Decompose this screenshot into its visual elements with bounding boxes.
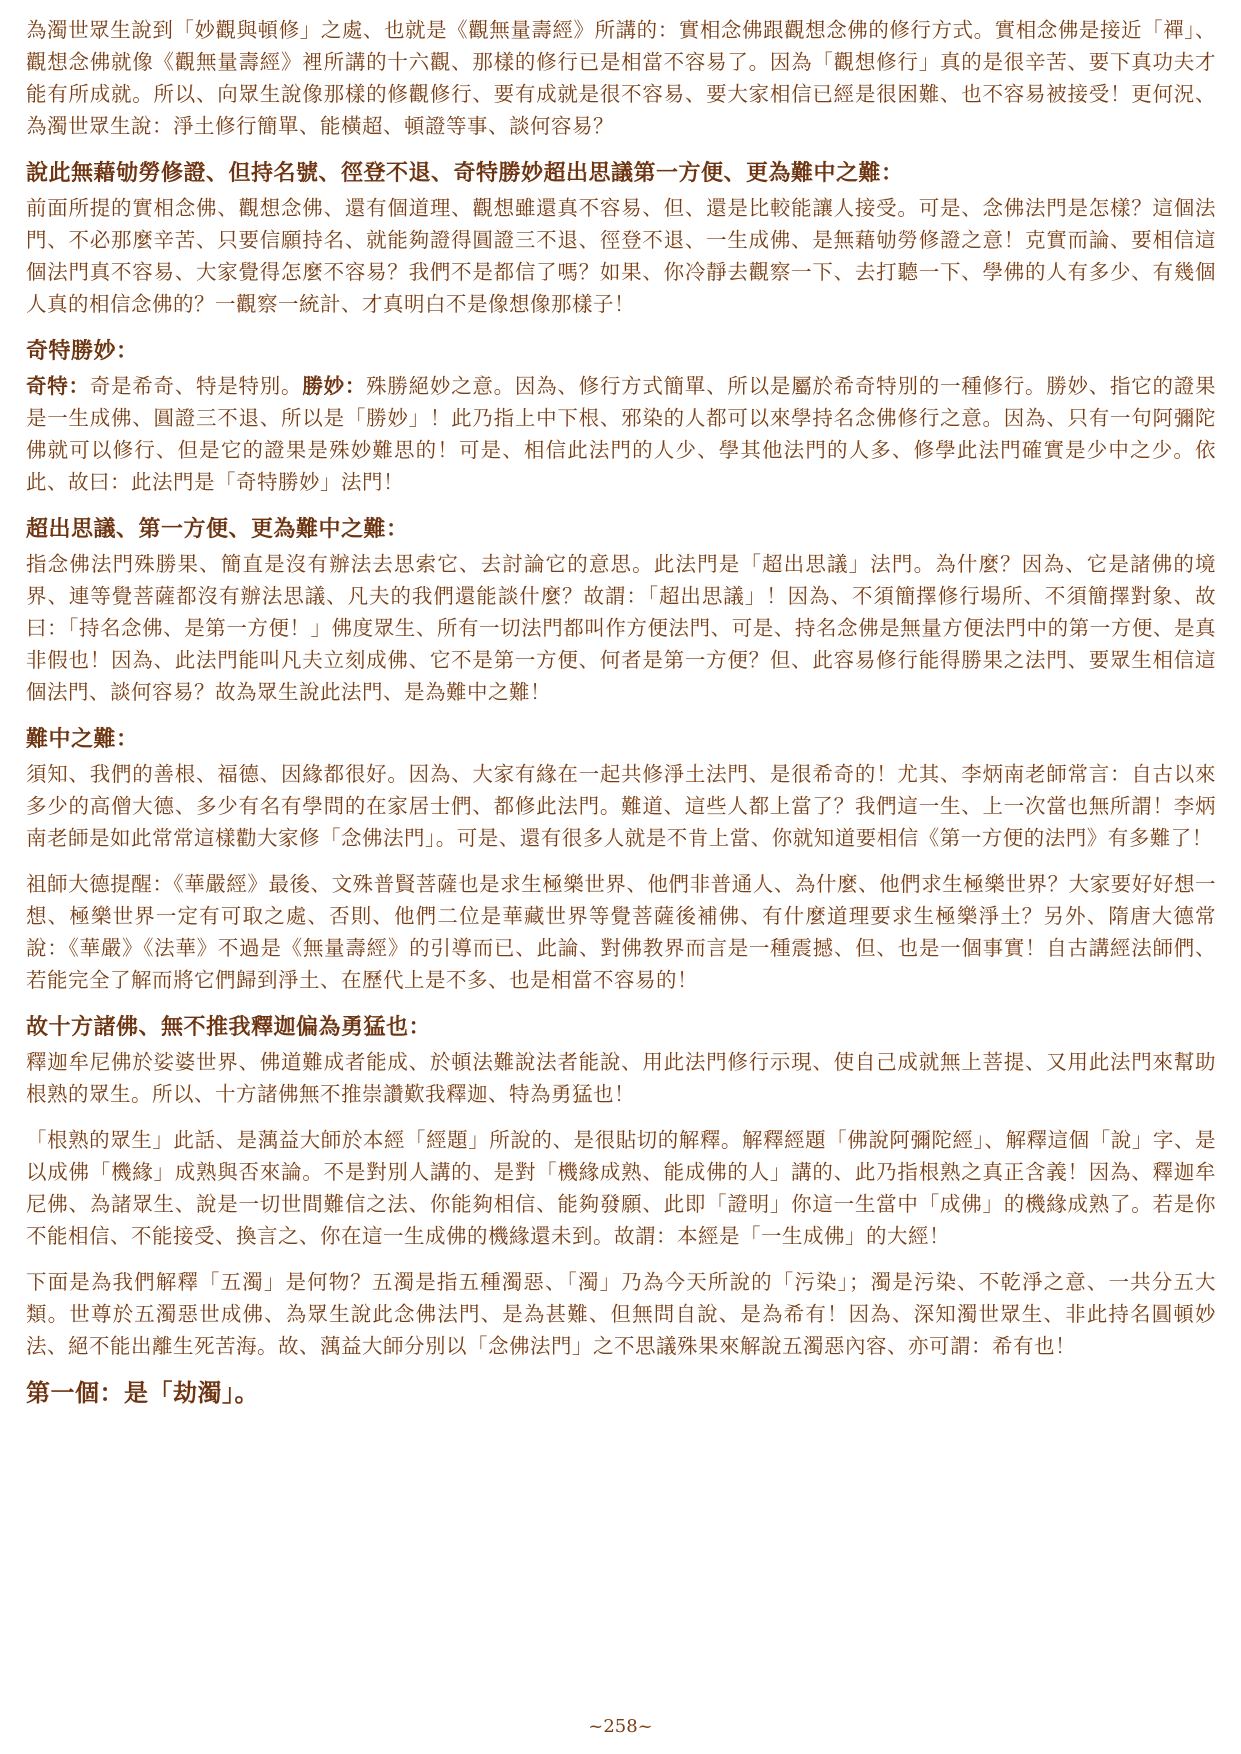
heading-shifang-zhufo: 故十方諸佛、無不推我釋迦偏為勇猛也：: [26, 1014, 432, 1040]
document-page: [26, 14, 1216, 1412]
text-qite: 奇是希奇、特是特別。: [89, 374, 303, 398]
heading-difficult-among-difficult: 說此無藉劬勞修證、但持名號、徑登不退、奇特勝妙超出思議第一方便、更為難中之難：: [26, 160, 904, 186]
paragraph-8: 「根熟的眾生」此話、是蕅益大師於本經「經題」所說的、是很貼切的解釋。解釋經題「佛說阿彌陀經」、解釋這個「說」字、是以成佛「機緣」成熟與否來論。不是對別人講的、是對「機緣成熟、能成佛的人」講的、此乃指根熟之真正含義！因為、釋迦牟尼佛、為諸眾生、說是一切世間難信之法、你能夠相信、能夠發願、此即「證明」你這一生當中「成佛」的機緣成熟了。若是你不能相信、不能接受、換言之、你在這一生成佛的機緣還未到。故謂：本經是「一生成佛」的大經！: [26, 1128, 1216, 1248]
paragraph-2: 前面所提的實相念佛、觀想念佛、還有個道理、觀想雖還真不容易、但、還是比較能讓人接受。可是、念佛法門是怎樣？這個法門、不必那麼辛苦、只要信願持名、就能夠證得圓證三不退、徑登不退、一生成佛、是無藉劬勞修證之意！克實而論、要相信這個法門真不容易、大家覺得怎麼不容易？我們不是都信了嗎？如果、你冷靜去觀察一下、去打聽一下、學佛的人有多少、有幾個人真的相信念佛的？一觀察一統計、才真明白不是像想像那樣子！: [26, 196, 1216, 316]
heading-chaochu-siyi: 超出思議、第一方便、更為難中之難：: [26, 516, 409, 542]
heading-qite-shengmiao: 奇特勝妙：: [26, 338, 139, 364]
paragraph-3: [26, 370, 1216, 498]
heading-jiezhuo: 第一個：是「劫濁」。: [26, 1378, 259, 1407]
paragraph-5: 須知、我們的善根、福德、因緣都很好。因為、大家有緣在一起共修淨土法門、是很希奇的！尤其、李炳南老師常言：自古以來多少的高僧大德、多少有名有學問的在家居士們、都修此法門。難道、這些人都上當了？我們這一生、上一次當也無所謂！李炳南老師是如此常常這樣勸大家修「念佛法門」。可是、還有很多人就是不肯上當、你就知道要相信《第一方便的法門》有多難了！: [26, 762, 1216, 850]
term-shengmiao: 勝妙：: [302, 374, 367, 398]
text-shengmiao: 殊勝絕妙之意。因為、修行方式簡單、所以是屬於希奇特別的一種修行。勝妙、指它的證果是一生成佛、圓證三不退、所以是「勝妙」！此乃指上中下根、邪染的人都可以來學持名念佛修行之意。因為、只有一句阿彌陀佛就可以修行、但是它的證果是殊妙難思的！可是、相信此法門的人少、學其他法門的人多、修學此法門確實是少中之少。依此、故曰：此法門是「奇特勝妙」法門！: [26, 374, 1217, 494]
page-number: ~258~: [588, 1716, 653, 1737]
paragraph-6: 祖師大德提醒：《華嚴經》最後、文殊普賢菩薩也是求生極樂世界、他們非普通人、為什麼、他們求生極樂世界？大家要好好想一想、極樂世界一定有可取之處、否則、他們二位是華藏世界等覺菩薩後補佛、有什麼道理要求生極樂淨土？另外、隋唐大德常說：《華嚴》《法華》不過是《無量壽經》的引導而已、此論、對佛教界而言是一種震撼、但、也是一個事實！自古講經法師們、若能完全了解而將它們歸到淨土、在歷代上是不多、也是相當不容易的！: [26, 872, 1216, 992]
heading-nanzhongzhinan: 難中之難：: [26, 726, 139, 752]
paragraph-1: 為濁世眾生說到「妙觀與頓修」之處、也就是《觀無量壽經》所講的：實相念佛跟觀想念佛的修行方式。實相念佛是接近「禪」、觀想念佛就像《觀無量壽經》裡所講的十六觀、那樣的修行已是相當不容易了。因為「觀想修行」真的是很辛苦、要下真功夫才能有所成就。所以、向眾生說像那樣的修觀修行、要有成就是很不容易、要大家相信已經是很困難、也不容易被接受！更何況、為濁世眾生說：淨土修行簡單、能橫超、頓證等事、談何容易？: [26, 18, 1216, 138]
paragraph-7: 釋迦牟尼佛於娑婆世界、佛道難成者能成、於頓法難說法者能說、用此法門修行示現、使自己成就無上菩提、又用此法門來幫助根熟的眾生。所以、十方諸佛無不推崇讚歎我釋迦、特為勇猛也！: [26, 1050, 1216, 1106]
term-qite: 奇特：: [26, 374, 90, 398]
paragraph-9: 下面是為我們解釋「五濁」是何物？五濁是指五種濁惡、「濁」乃為今天所說的「污染」；濁是污染、不乾淨之意、一共分五大類。世尊於五濁惡世成佛、為眾生說此念佛法門、是為甚難、但無問自說、是為希有！因為、深知濁世眾生、非此持名圓頓妙法、絕不能出離生死苦海。故、蕅益大師分別以「念佛法門」之不思議殊果來解說五濁惡內容、亦可謂：希有也！: [26, 1270, 1216, 1358]
paragraph-4: 指念佛法門殊勝果、簡直是沒有辦法去思索它、去討論它的意思。此法門是「超出思議」法門。為什麼？因為、它是諸佛的境界、連等覺菩薩都沒有辦法思議、凡夫的我們還能談什麼？故謂：「超出思議」！因為、不須簡擇修行場所、不須簡擇對象、故曰：「持名念佛、是第一方便！」佛度眾生、所有一切法門都叫作方便法門、可是、持名念佛是無量方便法門中的第一方便、是真非假也！因為、此法門能叫凡夫立刻成佛、它不是第一方便、何者是第一方便？但、此容易修行能得勝果之法門、要眾生相信這個法門、談何容易？故為眾生說此法門、是為難中之難！: [26, 552, 1216, 704]
